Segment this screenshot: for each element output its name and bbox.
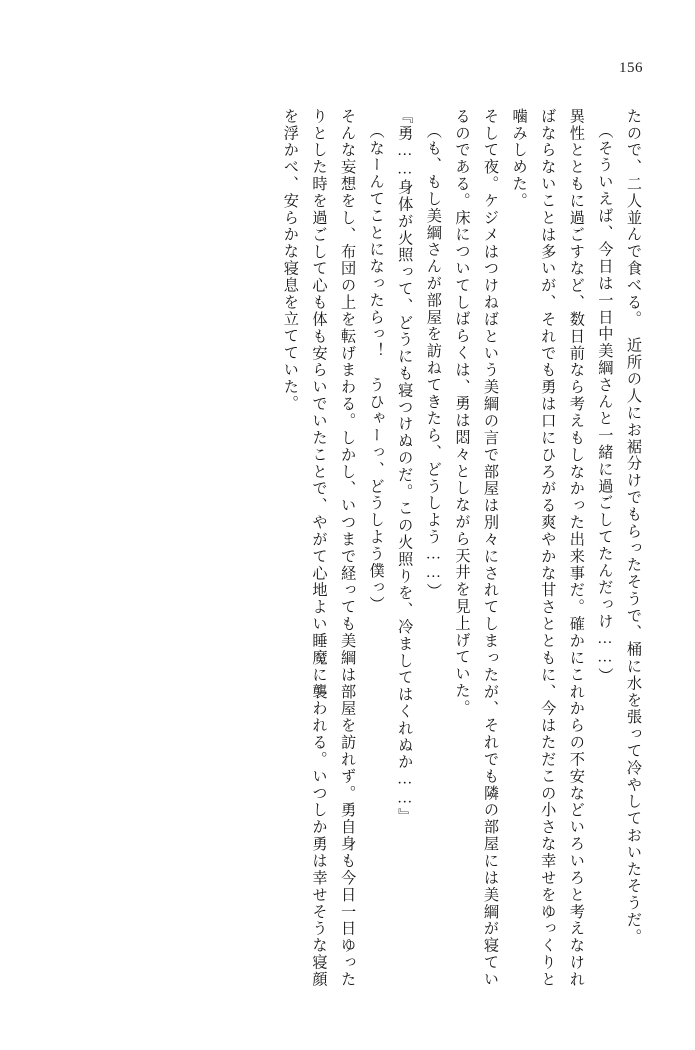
- paragraph: 『勇……身体が火照って、どうにも寝つけぬのだ。この火照りを、冷ましてはくれぬか……』: [396, 108, 414, 825]
- paragraph: たので、二人並んで食べる。 近所の人にお裾分けでもらったそうで、桶に水を張って冷やしておいたそうだ。: [625, 108, 642, 946]
- body-text-column: [60, 108, 647, 988]
- paragraph: そして夜。ケジメはつけねばという美綱の言で部屋は別々にされてしまったが、それでも隣の部屋には美綱が寝ているのである。床についてしばらくは、勇は悶々としながら天井を見上げていた。: [453, 108, 500, 988]
- paragraph: （そういえば、今日は一日中美綱さんと一緒に過ごしてたんだっけ……）: [596, 123, 614, 685]
- paragraph: そんな妄想をし、布団の上を転げまわる。しかし、いつまで経っても美綱は部屋を訪れず。勇自身も今日一日ゆったりとした時を過ごして心も体も安らいでいたことで、やがて心地よい睡魔に襲われる。いつしか勇は幸せそうな寝顔を浮かべ、安らかな寝息を立てていた。: [281, 108, 357, 988]
- page-number: 156: [619, 60, 643, 76]
- paragraph: 異性とともに過ごすなど、数日前なら考えもしなかった出来事だ。確かにこれからの不安などいろいろと考えなければならないことは多いが、それでも勇は口にひろがる爽やかな甘さとともに、今はただこの小さな幸せをゆっくりと噛みしめた。: [510, 108, 585, 988]
- paragraph: （なーんてことになったらっ！ うひゃーっ、どうしよう僕っ）: [367, 123, 385, 614]
- paragraph: （も、もし美綱さんが部屋を訪ねてきたら、どうしよう……）: [424, 123, 442, 600]
